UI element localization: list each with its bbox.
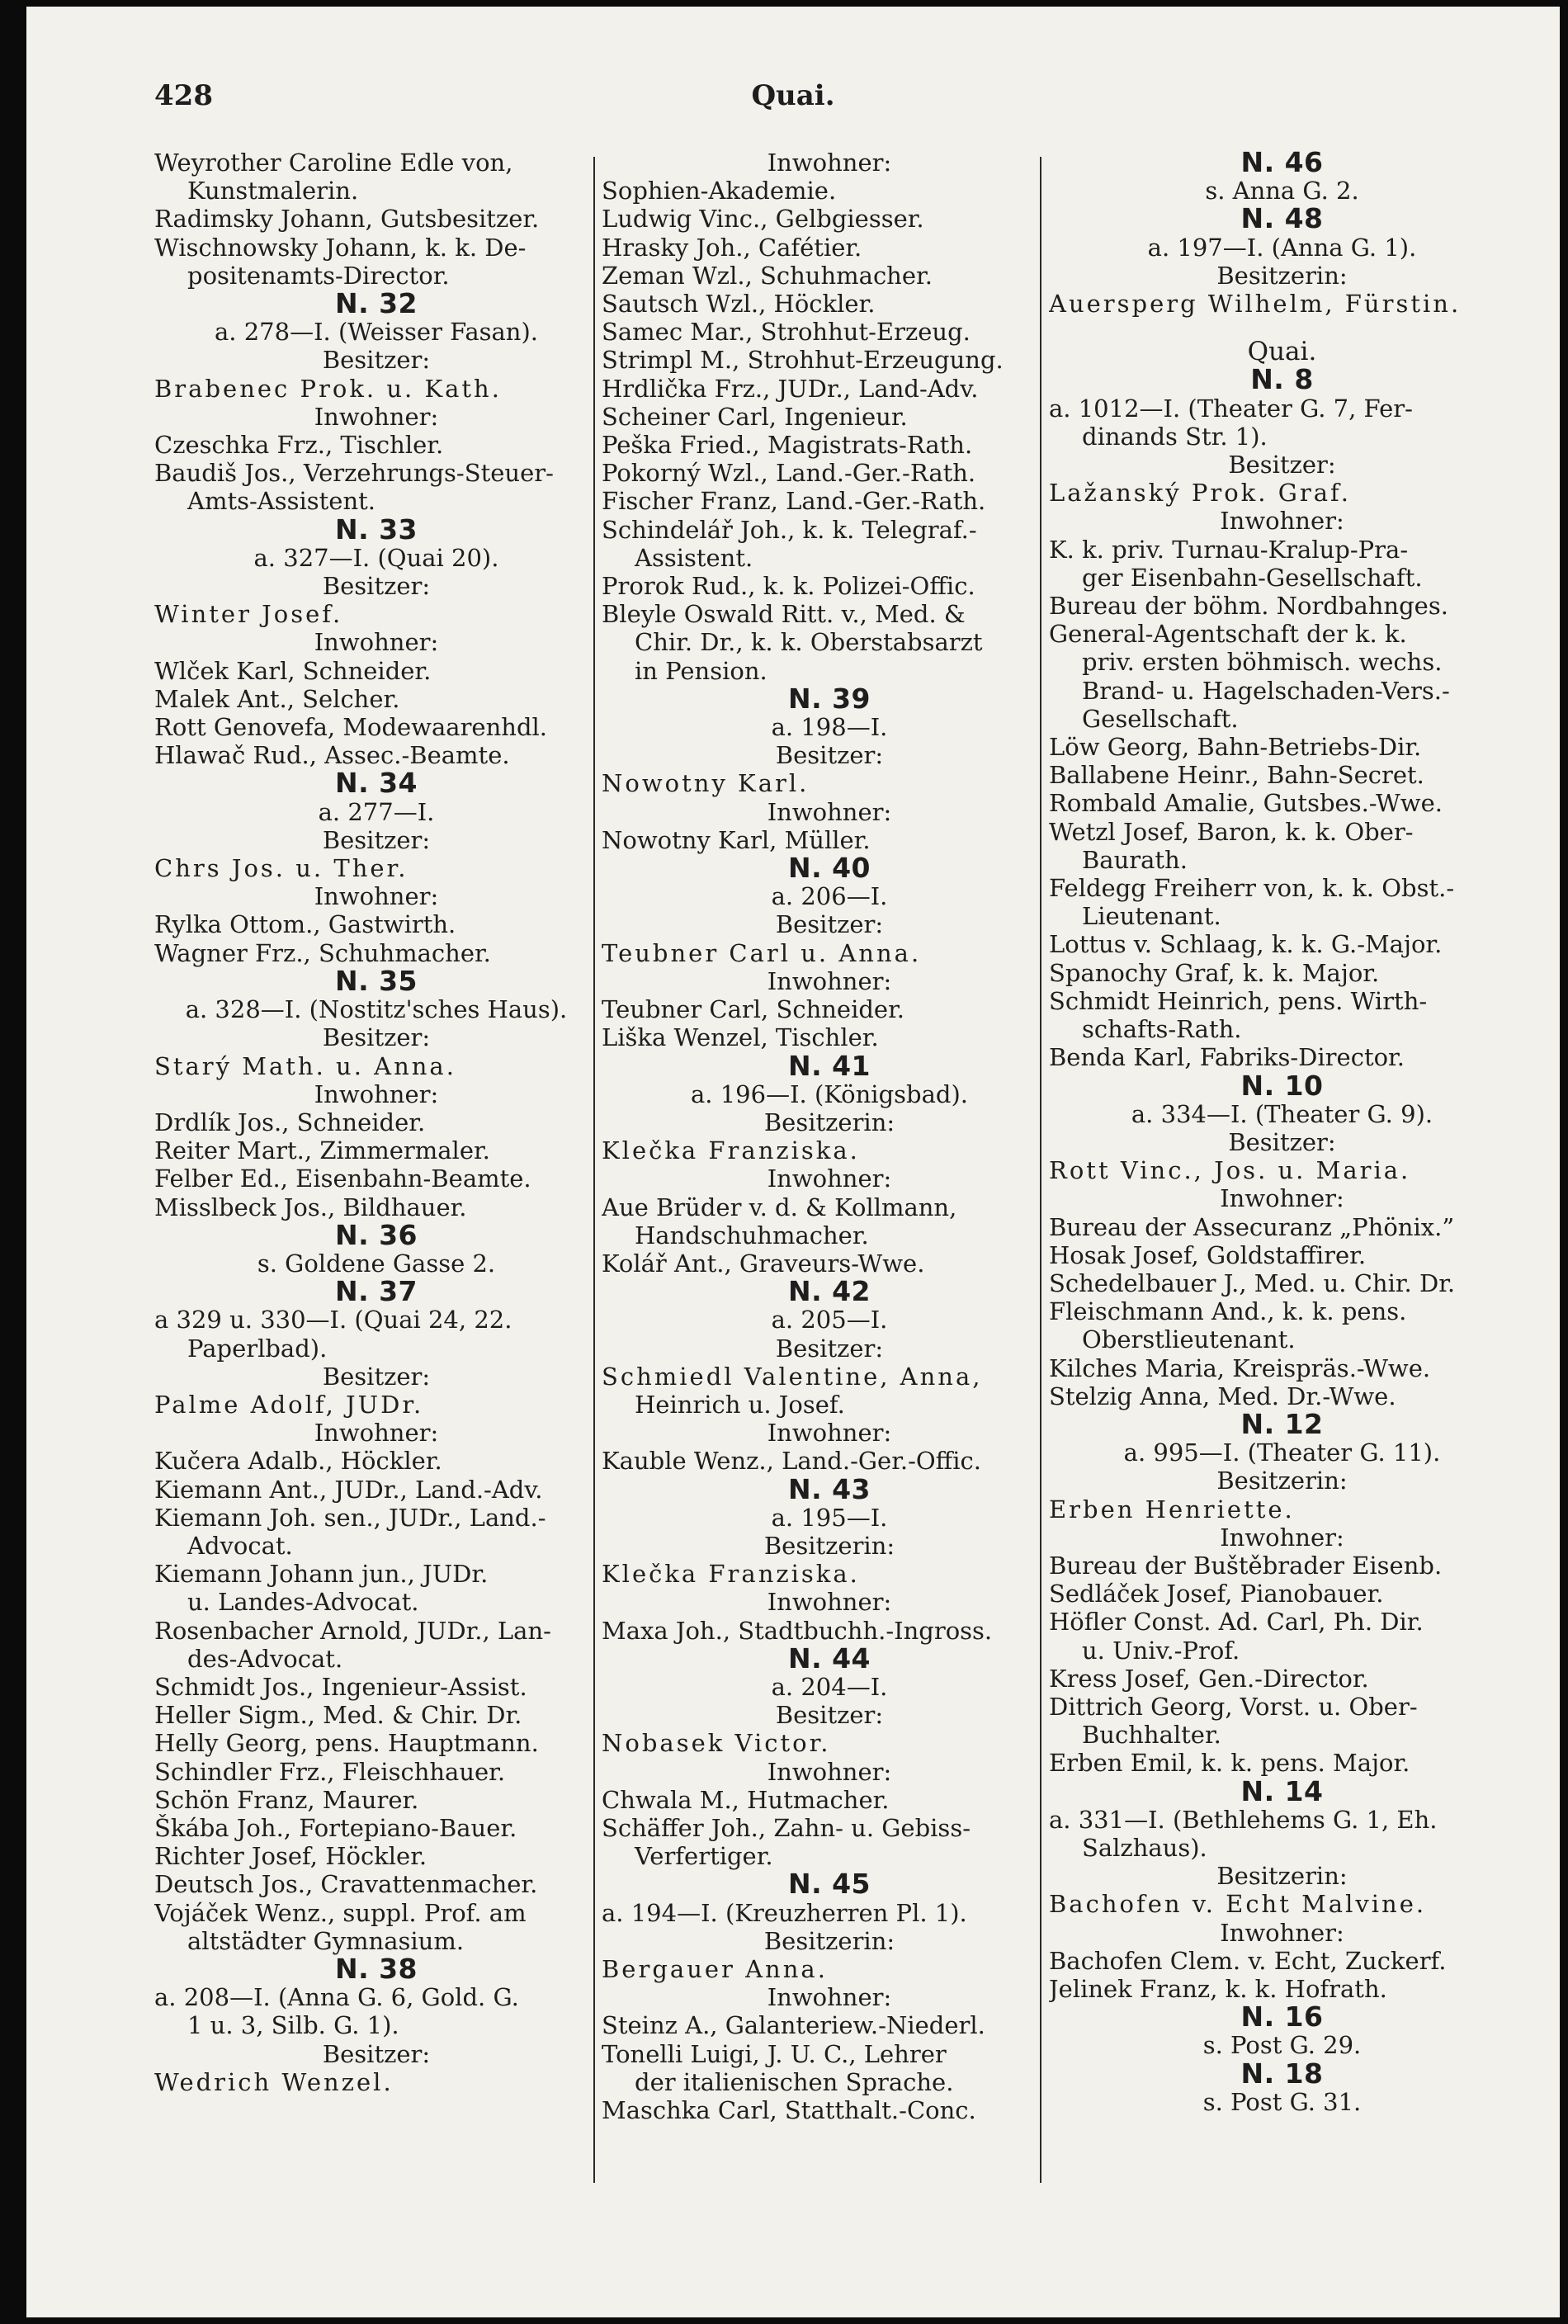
entry-line: Škába Joh., Fortepiano-Bauer. [154,1813,517,1842]
entry-line: Schmidt Heinrich, pens. Wirth- [1049,986,1428,1015]
entry-line: Radimsky Johann, Gutsbesitzer. [154,205,540,234]
entry-line: Chwala M., Hutmacher. [602,1785,890,1814]
entry-line: Nowotny Karl, Müller. [602,825,871,854]
centered-line: Inwohner: [767,797,892,826]
continuation-line: Kunstmalerin. [187,177,359,205]
centered-line: Besitzerin: [1216,1467,1348,1495]
house-number-heading: N. 12 [1240,1410,1324,1439]
owner-line: Nowotny Karl. [602,769,810,798]
centered-line: a. 277—I. [318,797,435,826]
house-number-heading: N. 42 [787,1278,871,1306]
entry-line: Lottus v. Schlaag, k. k. G.-Major. [1049,930,1443,959]
continuation-line: Brand- u. Hagelschaden-Vers.- [1082,676,1450,705]
entry-line: Schindelář Joh., k. k. Telegraf.- [602,515,977,544]
centered-line: a. 205—I. [771,1306,888,1334]
entry-line: Wagner Frz., Schuhmacher. [154,938,491,967]
continuation-line: des-Advocat. [187,1644,343,1673]
centered-line: s. Goldene Gasse 2. [257,1249,496,1278]
centered-line: Besitzer: [775,1334,884,1363]
entry-line: Dittrich Georg, Vorst. u. Ober- [1049,1692,1418,1721]
entry-line: Kolář Ant., Graveurs-Wwe. [602,1249,925,1278]
house-number-heading: N. 46 [1240,149,1324,177]
continuation-line: Chir. Dr., k. k. Oberstabsarzt [635,628,983,657]
entry-line: Maschka Carl, Statthalt.-Conc. [602,2096,976,2125]
entry-line: Bachofen Clem. v. Echt, Zuckerf. [1049,1946,1447,1975]
entry-line: Kilches Maria, Kreispräs.-Wwe. [1049,1353,1431,1382]
entry-line: Helly Georg, pens. Hauptmann. [154,1729,539,1758]
running-head: Quai. [751,79,835,112]
entry-line: Hrasky Joh., Cafétier. [602,233,862,262]
entry-line: Felber Ed., Eisenbahn-Beamte. [154,1164,531,1193]
house-number-heading: N. 10 [1240,1071,1324,1100]
entry-line: a. 194—I. (Kreuzherren Pl. 1). [602,1898,967,1927]
centered-line: a. 206—I. [771,882,888,911]
entry-line: a 329 u. 330—I. (Quai 24, 22. [154,1306,512,1334]
centered-line: Inwohner: [767,1983,892,2012]
continuation-line: Advocat. [187,1531,293,1560]
entry-line: Liška Wenzel, Tischler. [602,1023,879,1052]
house-number-heading: N. 37 [334,1278,418,1306]
house-number-heading: N. 48 [1240,205,1324,234]
owner-line: Bachofen v. Echt Malvine. [1049,1890,1427,1919]
book-page [26,7,1560,2317]
continuation-line: Lieutenant. [1082,902,1221,931]
entry-line: Höfler Const. Ad. Carl, Ph. Dir. [1049,1608,1424,1637]
centered-line: Besitzer: [322,2039,431,2068]
centered-line: a. 328—I. (Nostitz'sches Haus). [185,995,568,1024]
continuation-line: in Pension. [635,656,767,685]
centered-line: Inwohner: [767,1164,892,1193]
entry-line: Sophien-Akademie. [602,177,837,205]
continuation-line: Paperlbad). [187,1334,328,1363]
centered-line: Inwohner: [767,1757,892,1786]
entry-line: Hosak Josef, Goldstaffirer. [1049,1240,1367,1269]
centered-line: a. 334—I. (Theater G. 9). [1131,1099,1433,1128]
entry-line: Wlček Karl, Schneider. [154,656,432,685]
entry-line: Peška Fried., Magistrats-Rath. [602,431,973,460]
centered-line: a. 204—I. [771,1672,888,1701]
entry-line: Rott Genovefa, Modewaarenhdl. [154,713,548,742]
entry-line: Vojáček Wenz., suppl. Prof. am [154,1898,527,1927]
house-number-heading: N. 40 [787,854,871,883]
entry-line: Schmidt Jos., Ingenieur-Assist. [154,1672,527,1701]
entry-line: General-Agentschaft der k. k. [1049,620,1407,649]
continuation-line: Buchhalter. [1082,1721,1221,1750]
entry-line: Bleyle Oswald Ritt. v., Med. & [602,600,966,629]
owner-line: Chrs Jos. u. Ther. [154,854,409,883]
entry-line: Aue Brüder v. d. & Kollmann, [602,1193,957,1221]
centered-line: a. 278—I. (Weisser Fasan). [215,318,538,347]
continuation-line: Gesellschaft. [1082,704,1239,733]
entry-line: Rosenbacher Arnold, JUDr., Lan- [154,1616,551,1645]
owner-line: Erben Henriette. [1049,1495,1295,1523]
entry-line: Deutsch Jos., Cravattenmacher. [154,1870,538,1899]
continuation-line: Handschuhmacher. [635,1221,869,1249]
entry-line: Kauble Wenz., Land.-Ger.-Offic. [602,1447,982,1476]
centered-line: a. 198—I. [771,713,888,742]
entry-line: Kiemann Ant., JUDr., Land.-Adv. [154,1475,543,1504]
entry-line: Erben Emil, k. k. pens. Major. [1049,1749,1410,1778]
entry-line: Kiemann Johann jun., JUDr. [154,1560,489,1589]
owner-line: Teubner Carl u. Anna. [602,938,922,967]
entry-line: Kress Josef, Gen.-Director. [1049,1664,1369,1693]
owner-line: Winter Josef. [154,600,343,629]
centered-line: Besitzer: [775,1701,884,1730]
entry-line: Rombald Amalie, Gutsbes.-Wwe. [1049,789,1443,818]
entry-line: Weyrother Caroline Edle von, [154,149,513,177]
centered-line: Besitzerin: [1216,261,1348,290]
centered-line: Inwohner: [1220,1184,1344,1213]
owner-line: Starý Math. u. Anna. [154,1051,456,1080]
centered-line: Besitzer: [1228,1127,1336,1156]
entry-line: Steinz A., Galanteriew.-Niederl. [602,2011,985,2040]
entry-line: a. 208—I. (Anna G. 6, Gold. G. [154,1983,519,2012]
centered-line: s. Anna G. 2. [1205,177,1359,205]
owner-line: Nobasek Victor. [602,1729,831,1758]
owner-line: Palme Adolf, JUDr. [154,1390,424,1419]
continuation-line: u. Univ.-Prof. [1082,1636,1240,1665]
entry-line: Kučera Adalb., Höckler. [154,1447,442,1476]
continuation-line: positenamts-Director. [187,261,450,290]
house-number-heading: N. 35 [334,966,418,996]
entry-line: Wischnowsky Johann, k. k. De- [154,233,527,262]
house-number-heading: N. 16 [1240,2003,1324,2032]
entry-line: Spanochy Graf, k. k. Major. [1049,958,1380,987]
house-number-heading: N. 43 [787,1475,871,1504]
owner-line: Lažanský Prok. Graf. [1049,479,1351,508]
centered-line: Inwohner: [314,628,439,657]
entry-line: Schedelbauer J., Med. u. Chir. Dr. [1049,1268,1456,1297]
entry-line: Richter Josef, Höckler. [154,1842,427,1871]
centered-line: Besitzer: [1228,451,1336,479]
entry-line: Schön Franz, Maurer. [154,1785,419,1814]
house-number-heading: N. 41 [787,1051,871,1080]
house-number-heading: N. 33 [334,515,418,544]
entry-line: a. 1012—I. (Theater G. 7, Fer- [1049,394,1413,423]
column-middle [602,149,1057,2124]
entry-line: Drdlík Jos., Schneider. [154,1108,426,1136]
house-number-heading: N. 38 [334,1955,418,1984]
entry-line: Samec Mar., Strohhut-Erzeug. [602,318,971,347]
entry-line: Kiemann Joh. sen., JUDr., Land.- [154,1503,546,1532]
entry-line: Strimpl M., Strohhut-Erzeugung. [602,346,1004,375]
entry-line: Hlawač Rud., Assec.-Beamte. [154,741,510,770]
centered-line: Besitzer: [322,1362,431,1391]
centered-line: a. 327—I. (Quai 20). [253,543,499,572]
entry-line: Rylka Ottom., Gastwirth. [154,910,456,939]
centered-line: Inwohner: [1220,1918,1344,1947]
centered-line: Inwohner: [1220,1523,1344,1552]
house-number-heading: N. 32 [334,290,418,319]
entry-line: Teubner Carl, Schneider. [602,995,904,1024]
centered-line: Besitzer: [322,346,431,375]
centered-line: Besitzerin: [763,1926,895,1955]
entry-line: Fischer Franz, Land.-Ger.-Rath. [602,487,986,516]
entry-line: Bureau der Buštěbrader Eisenb. [1049,1551,1443,1580]
owner-line: Brabenec Prok. u. Kath. [154,374,502,403]
centered-line: Besitzerin: [1216,1862,1348,1891]
page-number: 428 [154,79,213,112]
entry-line: Misslbeck Jos., Bildhauer. [154,1193,467,1221]
entry-line: Hrdlička Frz., JUDr., Land-Adv. [602,374,979,403]
entry-line: K. k. priv. Turnau-Kralup-Pra- [1049,535,1409,564]
house-number-heading: N. 8 [1250,366,1314,394]
entry-line: Pokorný Wzl., Land.-Ger.-Rath. [602,459,976,488]
continuation-line: dinands Str. 1). [1082,422,1268,451]
centered-line: Besitzer: [775,741,884,770]
centered-line: a. 995—I. (Theater G. 11). [1123,1438,1441,1467]
entry-line: Malek Ant., Selcher. [154,684,400,713]
continuation-line: priv. ersten böhmisch. wechs. [1082,648,1443,677]
centered-line: Inwohner: [1220,507,1344,536]
continuation-line: 1 u. 3, Silb. G. 1). [187,2011,399,2040]
entry-line: Maxa Joh., Stadtbuchh.-Ingross. [602,1616,993,1645]
continuation-line: ger Eisenbahn-Gesellschaft. [1082,563,1423,592]
continuation-line: Heinrich u. Josef. [635,1390,845,1419]
centered-line: Inwohner: [767,149,892,177]
continuation-line: Baurath. [1082,845,1188,874]
house-number-heading: N. 34 [334,769,418,798]
owner-line: Schmiedl Valentine, Anna, [602,1362,983,1391]
centered-line: Inwohner: [767,1419,892,1448]
entry-line: Feldegg Freiherr von, k. k. Obst.- [1049,874,1455,903]
entry-line: Ludwig Vinc., Gelbgiesser. [602,205,924,234]
street-heading: Quai. [1247,338,1317,366]
column-right [1049,149,1515,2116]
continuation-line: schafts-Rath. [1082,1015,1242,1044]
house-number-heading: N. 36 [334,1221,418,1249]
entry-line: Bureau der Assecuranz „Phönix.” [1049,1212,1455,1241]
entry-line: Czeschka Frz., Tischler. [154,431,444,460]
continuation-line: der italienischen Sprache. [635,2067,954,2096]
centered-line: s. Post G. 29. [1202,2031,1362,2060]
centered-line: Inwohner: [314,882,439,911]
house-number-heading: N. 14 [1240,1777,1324,1806]
house-number-heading: N. 18 [1240,2059,1324,2088]
entry-line: Ballabene Heinr., Bahn-Secret. [1049,761,1424,790]
house-number-heading: N. 44 [787,1644,871,1673]
continuation-line: Oberstlieutenant. [1082,1325,1296,1354]
centered-line: Inwohner: [767,966,892,995]
owner-line: Auersperg Wilhelm, Fürstin. [1049,290,1462,319]
centered-line: a. 195—I. [771,1503,888,1532]
entry-line: Schindler Frz., Fleischhauer. [154,1757,506,1786]
entry-line: Schäffer Joh., Zahn- u. Gebiss- [602,1813,971,1842]
centered-line: a. 197—I. (Anna G. 1). [1147,233,1417,262]
entry-line: Wetzl Josef, Baron, k. k. Ober- [1049,817,1414,846]
centered-line: Inwohner: [314,402,439,431]
entry-line: Löw Georg, Bahn-Betriebs-Dir. [1049,733,1422,762]
entry-line: Heller Sigm., Med. & Chir. Dr. [154,1701,522,1730]
centered-line: s. Post G. 31. [1202,2087,1362,2116]
centered-line: a. 196—I. (Königsbad). [691,1079,968,1108]
entry-line: Zeman Wzl., Schuhmacher. [602,261,933,290]
entry-line: Benda Karl, Fabriks-Director. [1049,1043,1405,1072]
column-left [154,149,598,2096]
continuation-line: Verfertiger. [635,1842,773,1871]
house-number-heading: N. 45 [787,1870,871,1899]
entry-line: Sedláček Josef, Pianobauer. [1049,1580,1384,1608]
entry-line: Sautsch Wzl., Höckler. [602,290,876,319]
entry-line: Fleischmann And., k. k. pens. [1049,1297,1407,1326]
entry-line: Tonelli Luigi, J. U. C., Lehrer [602,2039,947,2068]
entry-line: Baudiš Jos., Verzehrungs-Steuer- [154,459,554,488]
entry-line: Scheiner Carl, Ingenieur. [602,402,908,431]
entry-line: Stelzig Anna, Med. Dr.-Wwe. [1049,1382,1396,1410]
centered-line: Besitzer: [775,910,884,939]
entry-line: Reiter Mart., Zimmermaler. [154,1136,490,1165]
owner-line: Rott Vinc., Jos. u. Maria. [1049,1156,1411,1185]
continuation-line: Amts-Assistent. [187,487,376,516]
centered-line: Besitzerin: [763,1108,895,1136]
spacer [1049,318,1515,338]
centered-line: Inwohner: [314,1419,439,1448]
owner-line: Bergauer Anna. [602,1955,828,1983]
continuation-line: Assistent. [635,543,753,572]
centered-line: Besitzer: [322,1023,431,1052]
continuation-line: altstädter Gymnasium. [187,1926,465,1955]
centered-line: Inwohner: [314,1079,439,1108]
centered-line: Besitzerin: [763,1531,895,1560]
centered-line: Inwohner: [767,1588,892,1617]
centered-line: Besitzer: [322,825,431,854]
entry-line: Prorok Rud., k. k. Polizei-Offic. [602,572,975,601]
owner-line: Klečka Franziska. [602,1136,860,1165]
owner-line: Klečka Franziska. [602,1560,860,1589]
entry-line: Jelinek Franz, k. k. Hofrath. [1049,1975,1387,2003]
entry-line: Bureau der böhm. Nordbahnges. [1049,592,1448,621]
continuation-line: u. Landes-Advocat. [187,1588,419,1617]
continuation-line: Salzhaus). [1082,1833,1207,1862]
owner-line: Wedrich Wenzel. [154,2067,394,2096]
house-number-heading: N. 39 [787,684,871,714]
entry-line: a. 331—I. (Bethlehems G. 1, Eh. [1049,1805,1438,1834]
centered-line: Besitzer: [322,572,431,601]
